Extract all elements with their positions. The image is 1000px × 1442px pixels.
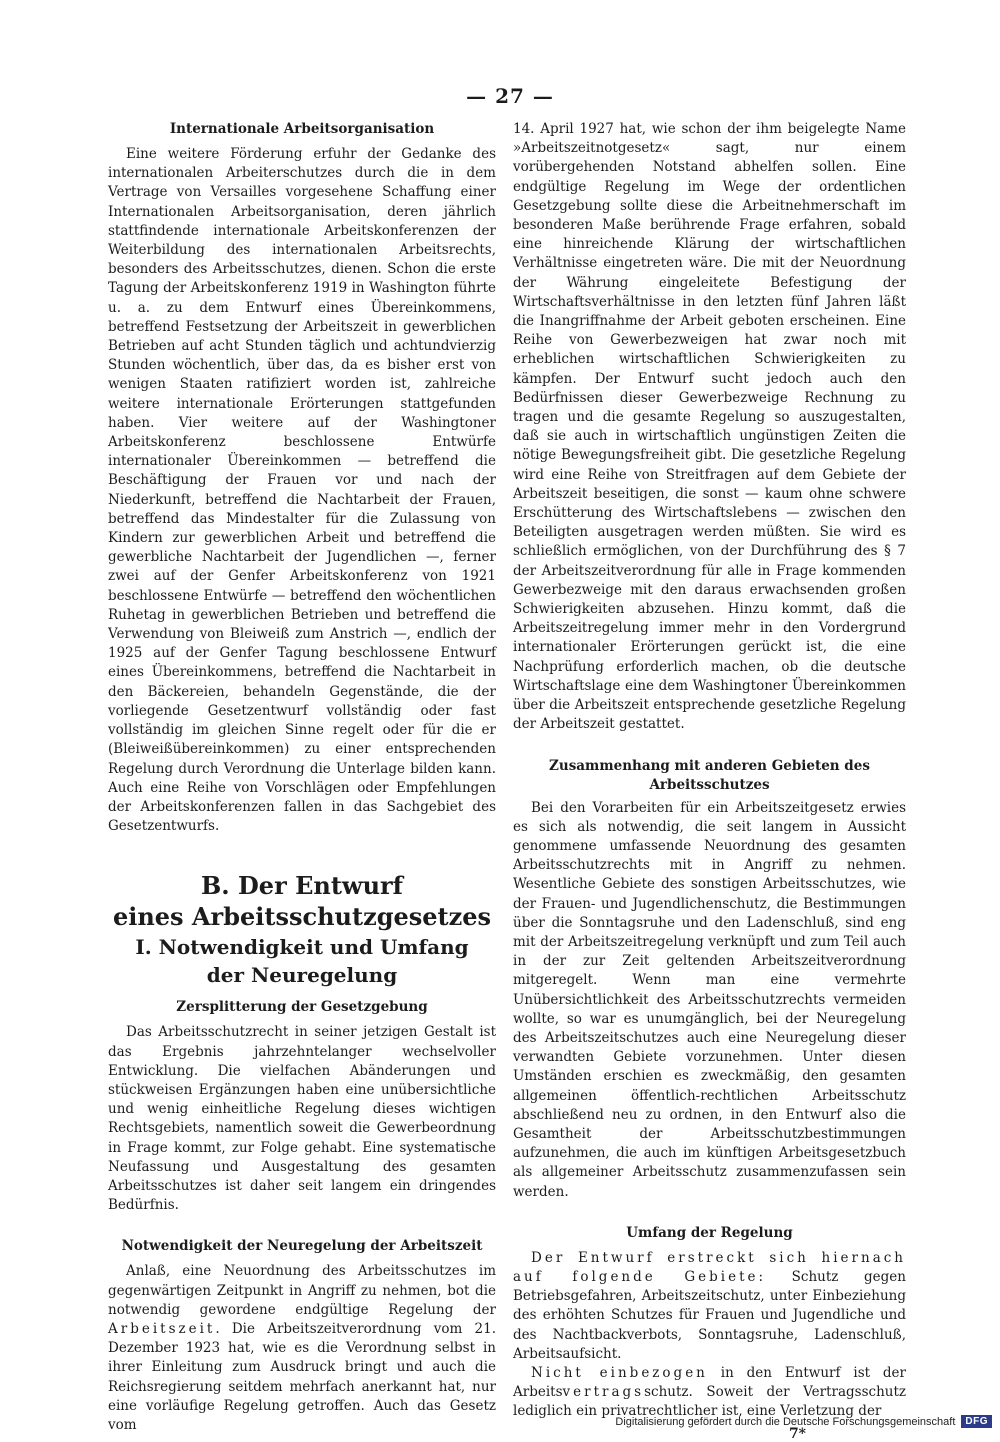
paragraph: Der Entwurf erstreckt sich hiernach auf folgende Gebiete: Schutz gegen Betriebsgefahren, Arbeitszeitschutz, unter Einbeziehung des erhöhten Schutzes für Frauen und Jugendliche und des Nachtbackverbots, Sonntagsruhe, Ladenschluß, Arbeitsaufsicht. [513, 1249, 906, 1362]
chapter-heading-line2: eines Arbeitsschutzgesetzes [112, 902, 492, 932]
paragraph-continued: 14. April 1927 hat, wie schon der ihm beigelegte Name »Arbeitszeitnotgesetz« sagt, nur einem vorübergehenden Notstand abhelfen sollen. Eine endgültige Regelung im Wege der ordentlichen Gesetzgebung sollte diese die Arbeitnehmerschaft im besonderen Maße berührende Frage erfahren, sobald eine hinreichende Klärung der wirtschaftlichen Verhältnisse eingetreten wäre. Die mit der Neuordnung der Währung eingeleitete Befestigung der Wirtschaftsverhältnisse in den letzten fünf Jahren läßt die Inangriffnahme der Arbeit geboten erscheinen. Eine Reihe von Gewerbezweigen hat zwar noch mit erheblichen wirtschaftlichen Schwierigkeiten zu kämpfen. Der Entwurf sucht jedoch auch den Bedürfnissen dieser Gewerbezweige Rechnung zu tragen und die gesamte Regelung so auszugestalten, daß sie auch in wirtschaftlich ungünstigen Zeiten die nötige Bewegungsfreiheit gibt. Die gesetzliche Regelung wird eine Reihe von Streitfragen auf dem Gebiete der Arbeitszeit beseitigen, die sonst — kaum ohne schwere Erschütterung des Wirtschaftslebens — zwischen den Beteiligten ausgetragen werden müßten. Sie wird es schließlich ermöglichen, von der Durchführung des § 7 der Arbeitszeitverordnung für alle in Frage kommenden Gewerbezweige mit den daraus erwachsenden großen Schwierigkeiten abzusehen. Hinzu kommt, daß die Arbeitszeitregelung immer mehr in den Vordergrund internationaler Erörterungen gerückt ist, die eine Nachprüfung erforderlich machen, ob die deutsche Wirtschaftslage eine dem Washingtoner Übereinkommen über die Arbeitszeit entsprechende gesetzliche Regelung der Arbeitszeit gestattet. [513, 121, 906, 733]
chapter-heading-line1: B. Der Entwurf [201, 871, 403, 901]
paragraph: Bei den Vorarbeiten für ein Arbeitszeitgesetz erwies es sich als notwendig, die seit langem in Aussicht genommene umfassende Neuordnung des gesamten Arbeitsschutzrechts mit in Angriff zu nehmen. Wesentliche Gebiete des sonstigen Arbeitsschutzes, wie der Frauen- und Jugendlichenschutz, die Bestimmungen über die Sonntagsruhe und den Ladenschluß, sind eng mit der Arbeitszeitregelung verknüpft und zum Teil auch in der zur Zeit geltenden Arbeitszeitverordnung mitgeregelt. Wenn man eine vermehrte Unübersichtlichkeit des Arbeitsschutzrechts vermeiden wollte, so war es unumgänglich, bei der Neuregelung des Arbeitszeitschutzes auch eine Neuregelung dieser verwandten Gebiete vorzunehmen. Unter diesen Umständen erschien es zweckmäßig, den gesamten allgemeinen öffentlich-rechtlichen Arbeitsschutz abschließend neu zu ordnen, in den Entwurf also die Gesamtheit der Arbeitsschutzbestimmungen aufzunehmen, die auch im künftigen Arbeitsgesetzbuch als allgemeiner Arbeitsschutz zusammenzufassen sein werden. [513, 799, 906, 1200]
subchapter-heading-line1: I. Notwendigkeit und Umfang [135, 935, 469, 960]
section-heading-working-time: Notwendigkeit der Neuregelung der Arbeitszeit [121, 1238, 483, 1255]
footer-text: Digitalisierung gefördert durch die Deutsche Forschungsgemeinschaft [615, 1415, 956, 1428]
digitization-footer [580, 1415, 1000, 1428]
paragraph: Eine weitere Förderung erfuhr der Gedanke des internationalen Arbeiterschutzes durch die in dem Vertrage von Versailles vorgesehene Schaffung einer Internationalen Arbeitsorganisation, deren jährlich stattfindende internationale Arbeitskonferenzen der Weiterbildung des internationalen Arbeitsrechts, besonders des Arbeitsschutzes, dienen. Schon die erste Tagung der Arbeitskonferenz 1919 in Washington führte u. a. zu dem Entwurf eines Übereinkommens, betreffend Festsetzung der Arbeitszeit in gewerblichen Betrieben auf acht Stunden täglich und achtundvierzig Stunden wöchentlich, über das, da es bisher erst von wenigen Staaten ratifiziert worden ist, zahlreiche weitere internationale Erörterungen stattgefunden haben. Vier weitere auf der Washingtoner Arbeitskonferenz beschlossene Entwürfe internationaler Übereinkommen — betreffend die Beschäftigung der Frauen vor und nach der Niederkunft, betreffend die Nachtarbeit der Frauen, betreffend das Mindestalter für die Zulassung von Kindern zur gewerblichen Arbeit und betreffend die gewerbliche Nachtarbeit der Jugendlichen —, ferner zwei auf der Genfer Arbeitskonferenz von 1921 beschlossene Entwürfe — betreffend den wöchentlichen Ruhetag in gewerblichen Betrieben und betreffend die Verwendung von Bleiweiß zum Anstrich —, endlich der 1925 auf der Genfer Tagung beschlossene Entwurf eines Übereinkommens, betreffend die Nachtarbeit in den Bäckereien, behandeln Gegenstände, die der vorliegende Gesetzentwurf vollständig oder fast vollständig im gleichen Sinne regelt oder für die er (Bleiweißübereinkommen) zu einer entsprechenden Regelung durch Verordnung die Unterlage bilden kann. Auch eine Reihe von Vorschlägen oder Empfehlungen der Arbeitskonferenzen fallen in das Sachgebiet des Gesetzentwurfs. [108, 146, 496, 835]
paragraph: Anlaß, eine Neuordnung des Arbeitsschutzes im gegenwärtigen Zeitpunkt in Angriff zu nehmen, bot die notwendig gewordene endgültige Regelung der Arbeitszeit. Die Arbeitszeitverordnung vom 21. Dezember 1923 hat, wie es die Verordnung selbst in ihrer Einleitung zum Ausdruck bringt und auch die Reichsregierung seitdem mehrfach anerkannt hat, nur eine vorläufige Regelung getroffen. Auch das Gesetz vom [108, 1263, 496, 1433]
section-heading-scope: Umfang der Regelung [626, 1224, 793, 1241]
section-heading-international-labour-organisation: Internationale Arbeitsorganisation [169, 121, 435, 137]
paragraph: Nicht einbezogen in den Entwurf ist der Arbeitsvertragsschutz. Soweit der Vertragsschutz lediglich ein privatrechtlicher ist, eine Verletzung der [513, 1364, 906, 1420]
left-column [108, 120, 496, 1435]
section-heading-fragmentation: Zersplitterung der Gesetzgebung [176, 999, 428, 1016]
right-column [513, 120, 906, 1442]
subchapter-heading-line2: der Neuregelung [206, 963, 398, 988]
paragraph: Das Arbeitsschutzrecht in seiner jetzigen Gestalt ist das Ergebnis jahrzehntelanger wechselvoller Entwicklung. Die vielfachen Abänderungen und stückweisen Ergänzungen haben eine unübersichtliche und wenig einheitliche Regelung dieses wichtigen Rechtsgebiets, namentlich soweit die Gewerbeordnung in Frage kommt, zur Folge gehabt. Eine systematische Neufassung und Ausgestaltung des gesamten Arbeitsschutzes ist daher seit langem ein dringendes Bedürfnis. [108, 1024, 496, 1214]
section-heading-related-areas: Zusammenhang mit anderen Gebieten des Arbeitsschutzes [549, 757, 870, 793]
page-number: — 27 — [466, 84, 554, 108]
sheet-signature: 7* [788, 1425, 806, 1442]
dfg-logo-icon: DFG [961, 1415, 992, 1428]
